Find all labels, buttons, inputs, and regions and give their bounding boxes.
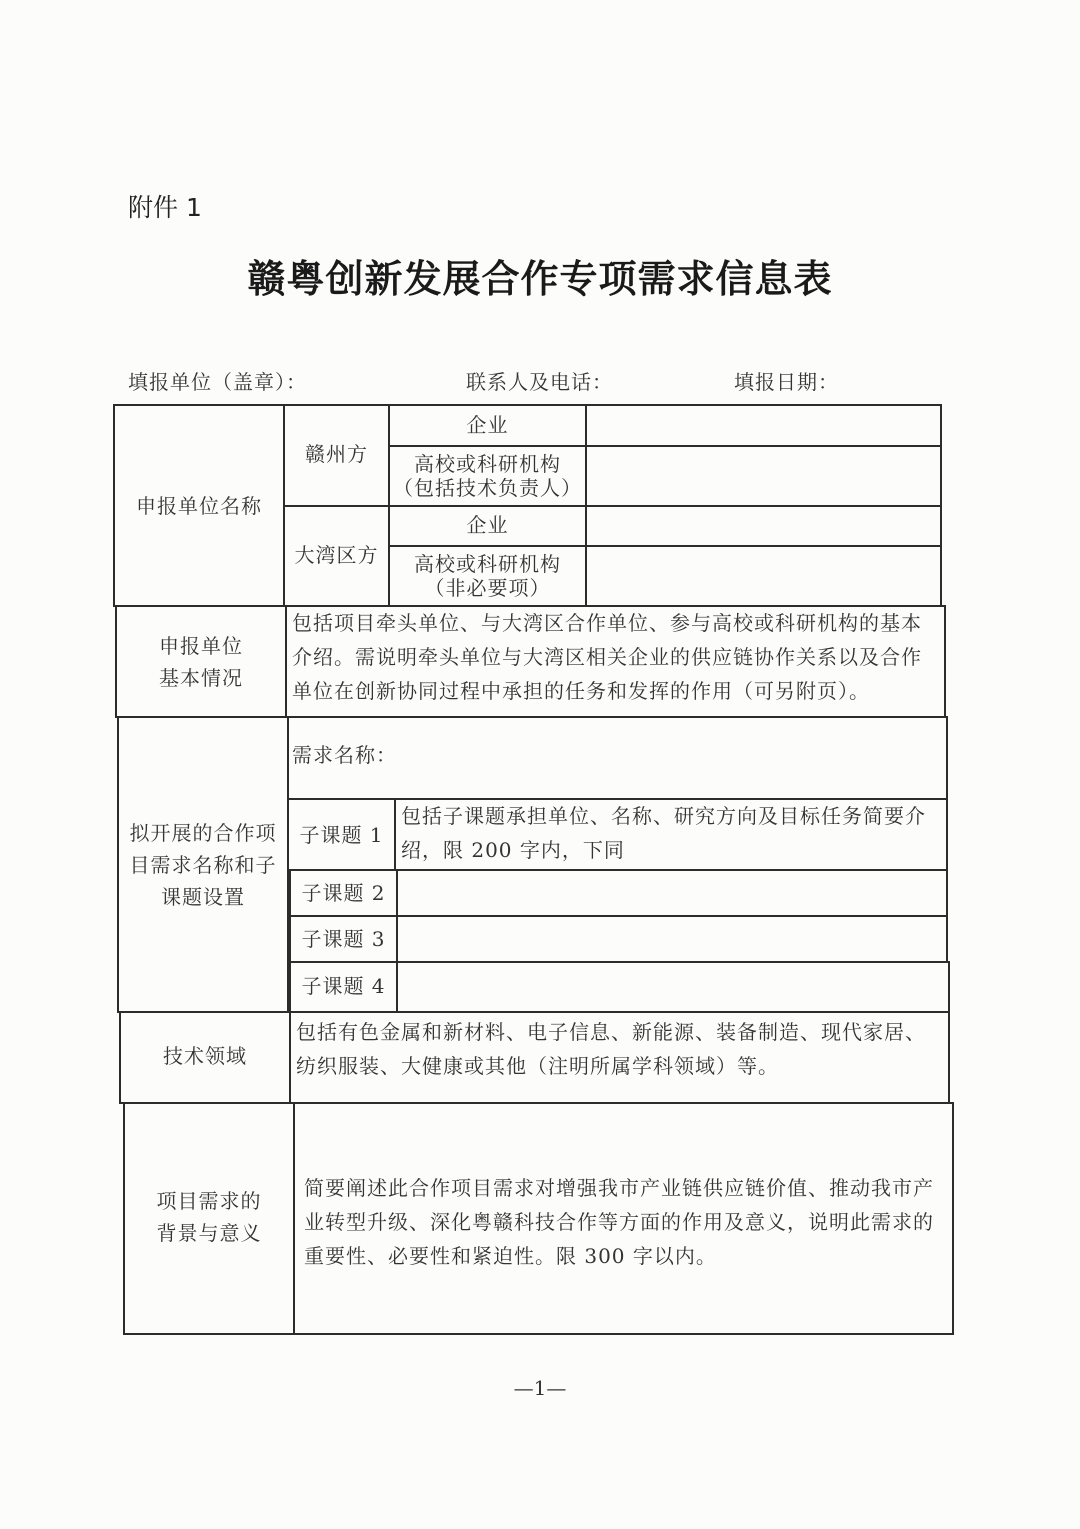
- subtopic-2-label: 子课题 2: [301, 881, 386, 905]
- bay-enterprise-input[interactable]: [585, 505, 942, 547]
- project-label: [117, 716, 289, 1013]
- tech-field-instructions: 包括有色金属和新材料、电子信息、新能源、装备制造、现代家居、纺织服装、大健康或其他（注明所属学科领域）等。: [296, 1020, 926, 1078]
- subtopic-2-input[interactable]: [396, 869, 948, 917]
- basic-info-label-line2: 基本情况: [159, 665, 243, 690]
- subtopic-4-input[interactable]: [396, 961, 950, 1013]
- background-label: [123, 1102, 295, 1331]
- basic-info-label-line1: 申报单位: [159, 633, 243, 658]
- filing-date-label: 填报日期：: [734, 370, 839, 394]
- background-instructions: 简要阐述此合作项目需求对增强我市产业链供应链价值、推动我市产业转型升级、深化粤赣科技合作等方面的作用及意义，说明此需求的重要性、必要性和紧迫性。限 300 字以内。: [304, 1176, 934, 1268]
- ganzhou-enterprise-input[interactable]: [585, 404, 942, 447]
- subtopic-3-label: 子课题 3: [301, 927, 386, 951]
- ganzhou-side-label: 赣州方: [305, 442, 368, 466]
- subtopic-1-instructions: 包括子课题承担单位、名称、研究方向及目标任务简要介绍，限 200 字内，下同: [401, 804, 926, 862]
- bay-institution-input[interactable]: [585, 545, 942, 607]
- bay-enterprise-label: 企业: [466, 513, 509, 537]
- ganzhou-institution-line1: 高校或科研机构: [414, 452, 561, 476]
- applicant-name-label: 申报单位名称: [136, 493, 262, 518]
- background-label-line1: 项目需求的: [156, 1188, 262, 1213]
- ganzhou-institution-line2: （包括技术负责人）: [393, 476, 582, 500]
- ganzhou-institution-input[interactable]: [585, 445, 942, 507]
- background-label-line2: 背景与意义: [156, 1220, 262, 1245]
- project-label-line3: 课题设置: [161, 884, 245, 909]
- basic-info-label: [115, 605, 287, 718]
- demand-name-label: 需求名称：: [292, 743, 397, 767]
- bay-area-side-label: 大湾区方: [294, 543, 379, 567]
- filing-unit-label: 填报单位（盖章）：: [128, 370, 307, 394]
- project-label-line1: 拟开展的合作项: [129, 820, 277, 845]
- bay-institution-line2: （非必要项）: [424, 576, 551, 600]
- ganzhou-institution-label: [388, 449, 587, 503]
- tech-field-label: 技术领域: [163, 1043, 247, 1068]
- basic-info-instructions: 包括项目牵头单位、与大湾区合作单位、参与高校或科研机构的基本介绍。需说明牵头单位与大湾区相关企业的供应链协作关系以及合作单位在创新协同过程中承担的任务和发挥的作用（可另附页）。: [292, 611, 922, 703]
- page-number: —1—: [513, 1376, 567, 1400]
- bay-institution-line1: 高校或科研机构: [414, 552, 561, 576]
- form-title: 赣粤创新发展合作专项需求信息表: [247, 256, 833, 301]
- subtopic-1-label: 子课题 1: [299, 822, 384, 847]
- bay-institution-label: [388, 549, 587, 603]
- contact-phone-label: 联系人及电话：: [466, 370, 613, 394]
- attachment-label: 附件 1: [128, 193, 202, 222]
- ganzhou-enterprise-label: 企业: [466, 412, 509, 437]
- project-label-line2: 目需求名称和子: [129, 852, 277, 877]
- subtopic-4-label: 子课题 4: [301, 974, 386, 998]
- subtopic-3-input[interactable]: [396, 915, 948, 963]
